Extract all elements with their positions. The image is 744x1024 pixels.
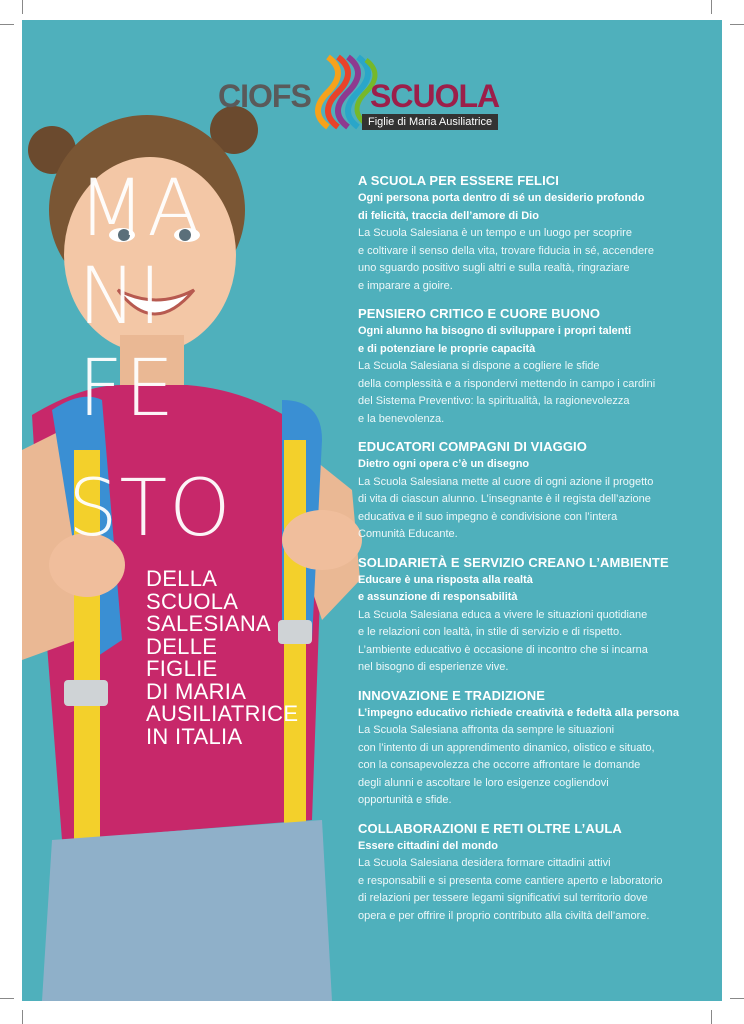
trim-mark: [0, 24, 14, 25]
section-title: PENSIERO CRITICO E CUORE BUONO: [358, 306, 601, 321]
body-line: opportunità e sfide.: [358, 794, 452, 806]
lead-line: L’impegno educativo richiede creatività e fedeltà alla persona: [358, 706, 679, 719]
body-line: La Scuola Salesiana si dispone a cogliere le sfide: [358, 360, 600, 372]
body-line: Comunità Educante.: [358, 528, 458, 540]
subtitle-line: SALESIANA: [146, 611, 271, 636]
lead-line: di felicità, traccia dell’amore di Dio: [358, 209, 539, 222]
lead-line: Essere cittadini del mondo: [358, 839, 498, 852]
manifesto-subtitle: [146, 568, 336, 748]
section-body: [358, 722, 718, 810]
trim-mark: [22, 0, 23, 14]
section-lead: [358, 572, 718, 607]
body-line: e imparare a gioire.: [358, 279, 453, 292]
section-title: EDUCATORI COMPAGNI DI VIAGGIO: [358, 439, 587, 454]
lead-line: Ogni persona porta dentro di sé un desiderio profondo: [358, 192, 645, 204]
body-line: di relazioni per tessere legami significativi sul territorio dove: [358, 892, 648, 904]
section-body: [358, 358, 718, 428]
subtitle-line: FIGLIE: [146, 656, 218, 681]
body-line: degli alunni e ascoltare le loro esigenze cogliendovi: [358, 776, 609, 789]
section-lead: [358, 705, 718, 723]
subtitle-line: IN ITALIA: [146, 723, 243, 749]
lead-line: e di potenziare le proprie capacità: [358, 342, 536, 355]
section-title: A SCUOLA PER ESSERE FELICI: [358, 173, 559, 188]
section-lead: [358, 838, 718, 856]
body-line: La Scuola Salesiana è un tempo e un luogo per scoprire: [358, 227, 632, 239]
subtitle-line: DI MARIA: [146, 678, 247, 704]
lead-line: Dietro ogni opera c’è un disegno: [358, 458, 530, 470]
lead-line: e assunzione di responsabilità: [358, 591, 518, 603]
body-line: opera e per offrire il proprio contributo alla civiltà dell’amore.: [358, 909, 650, 922]
section-body: [358, 225, 718, 295]
body-line: La Scuola Salesiana desidera formare cittadini attivi: [358, 857, 611, 869]
section-body: [358, 855, 718, 925]
section-educatori: [358, 438, 718, 544]
manifesto-letters-4: STO: [68, 464, 233, 554]
lead-line: Ogni alunno ha bisogno di sviluppare i propri talenti: [358, 325, 632, 337]
poster: [22, 20, 722, 1001]
manifesto-letters-3: FE: [78, 344, 177, 434]
manifesto-letters-2: NI: [78, 252, 164, 342]
lead-line: Educare è una risposta alla realtà: [358, 573, 533, 586]
body-line: nel bisogno di esperienze vive.: [358, 661, 509, 673]
body-line: uno sguardo positivo sugli altri e sulla realtà, ringraziare: [358, 262, 630, 274]
logo-ciofs-text: CIOFS: [218, 78, 311, 114]
body-line: con la consapevolezza che occorre affrontare le domande: [358, 759, 641, 771]
trim-mark: [730, 998, 744, 999]
trim-mark: [22, 1010, 23, 1024]
body-line: e la benevolenza.: [358, 412, 445, 425]
body-line: La Scuola Salesiana educa a vivere le situazioni quotidiane: [358, 608, 648, 621]
section-collaborazioni: [358, 820, 718, 926]
trim-mark: [711, 1010, 712, 1024]
body-line: La Scuola Salesiana affronta da sempre le situazioni: [358, 724, 615, 736]
section-felici: [358, 172, 718, 295]
logo-tagline: Figlie di Maria Ausiliatrice: [362, 114, 498, 130]
subtitle-line: DELLE: [146, 633, 218, 659]
section-body: [358, 474, 718, 544]
body-line: e coltivare il senso della vita, trovare fiducia in sé, accendere: [358, 244, 654, 257]
body-line: L’ambiente educativo è occasione di incontro che si incarna: [358, 643, 648, 656]
section-innovazione: [358, 687, 718, 810]
subtitle-line: DELLA: [146, 566, 218, 591]
manifesto-sections: [358, 172, 718, 935]
section-solidarieta: [358, 554, 718, 677]
ciofs-scuola-logo: [218, 52, 504, 132]
trim-mark: [711, 0, 712, 14]
section-lead: [358, 190, 718, 225]
body-line: del Sistema Preventivo: la spiritualità, la ragionevolezza: [358, 395, 630, 407]
manifesto-title: [68, 164, 268, 590]
body-line: della complessità e a rispondervi mettendo in campo i cardini: [358, 377, 656, 390]
section-title: COLLABORAZIONI E RETI OLTRE L’AULA: [358, 820, 622, 836]
body-line: con l’intento di un apprendimento dinamico, olistico e situato,: [358, 741, 655, 754]
body-line: La Scuola Salesiana mette al cuore di ogni azione il progetto: [358, 475, 654, 488]
body-line: e le relazioni con lealtà, in stile di servizio e di rispetto.: [358, 626, 623, 638]
body-line: e responsabili e si presenta come cantiere aperto e laboratorio: [358, 874, 663, 887]
section-title: SOLIDARIETÀ E SERVIZIO CREANO L’AMBIENTE: [358, 554, 669, 570]
trim-mark: [730, 24, 744, 25]
section-lead: [358, 456, 718, 474]
trim-mark: [0, 998, 14, 999]
subtitle-line: SCUOLA: [146, 588, 239, 614]
section-pensiero-critico: [358, 305, 718, 428]
body-line: di vita di ciascun alunno. L’insegnante è il regista dell’azione: [358, 493, 651, 505]
logo-scuola-text: SCUOLA: [370, 78, 500, 114]
section-body: [358, 607, 718, 677]
manifesto-letters-1: MA: [78, 164, 203, 254]
section-lead: [358, 323, 718, 358]
subtitle-line: AUSILIATRICE: [146, 701, 299, 726]
body-line: educativa e il suo impegno è condivisione con l’intera: [358, 510, 618, 523]
section-title: INNOVAZIONE E TRADIZIONE: [358, 687, 546, 703]
